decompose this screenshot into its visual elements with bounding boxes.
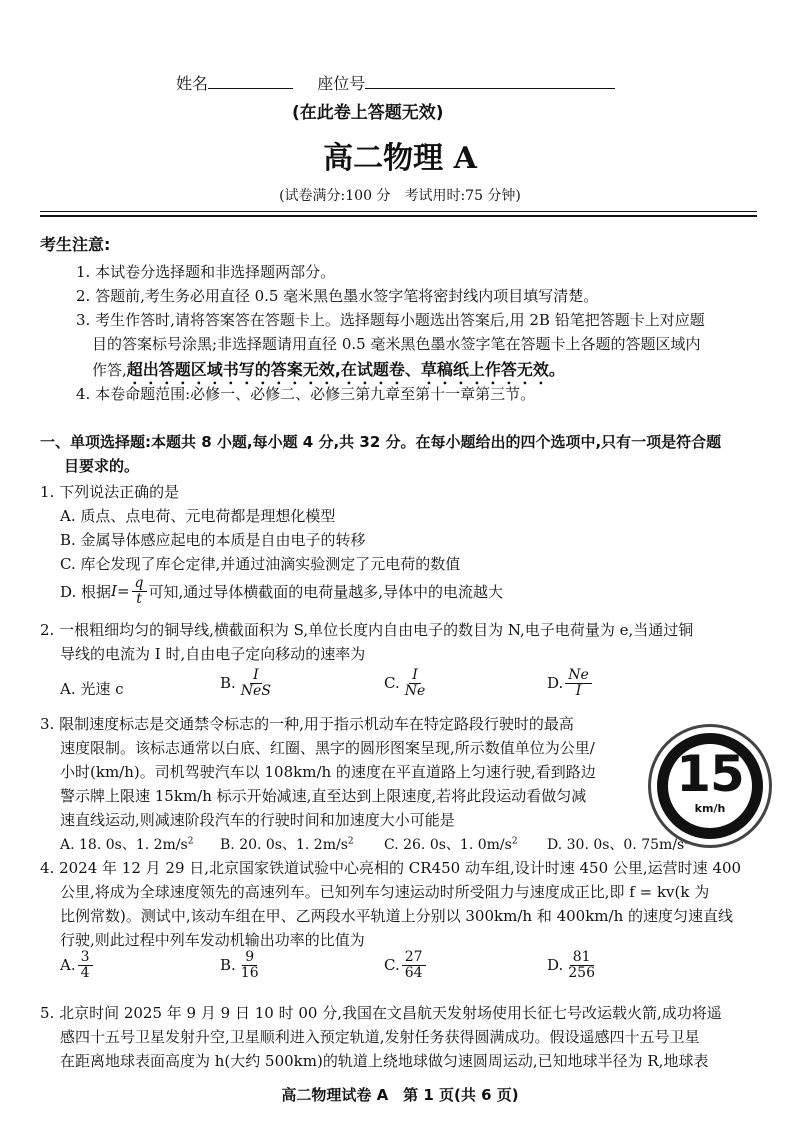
question-4-option-c: C. $\frac{27}{64}$: [384, 950, 428, 980]
question-5-line2: 感四十五号卫星发射升空,卫星顺利进入预定轨道,发射任务获得圆满成功。假设遥感四十五号卫星: [60, 1028, 700, 1046]
question-1-option-b: B. 金属导体感应起电的本质是自由电子的转移: [60, 531, 366, 549]
question-5-line3: 在距离地球表面高度为 h(大约 500km)的轨道上绕地球做匀速圆周运动,已知地球半径为 R,地球表: [60, 1052, 709, 1070]
question-3-option-c: C. 26. 0s、1. $0m/s^2$: [384, 836, 518, 853]
question-1-option-c: C. 库仑发现了库仑定律,并通过油滴实验测定了元电荷的数值: [60, 555, 461, 573]
question-2-option-b: B. $\frac{I}{\text{NeS}}$: [220, 667, 271, 699]
question-5-line1: 5. 北京时间 2025 年 9 月 9 日 10 时 00 分,我国在文昌航天发射场使用长征七号改运载火箭,成功将遥: [40, 1004, 722, 1022]
question-3-line3: 小时(km/h)。司机驾驶汽车以 108km/h 的速度在平直道路上匀速行驶,看到路边: [60, 763, 596, 781]
page-title: 高二物理 A: [323, 141, 477, 176]
question-4-option-b: B. $\frac{9}{16}$: [220, 949, 259, 981]
section-heading-cont: 目要求的。: [64, 457, 140, 475]
question-3-option-d: D. 30. 0s、0. 75m/s: [547, 837, 685, 853]
notice-item-3-line3: 作答,超出答题区域书写的答案无效,在试题卷、草稿纸上作答无效。: [92, 360, 565, 379]
question-2-line1: 2. 一根粗细均匀的铜导线,横截面积为 S,单位长度内自由电子的数目为 N,电子电荷量为 e,当通过铜: [40, 621, 694, 639]
question-3-line1: 3. 限制速度标志是交通禁令标志的一种,用于指示机动车在特定路段行驶时的最高: [40, 715, 574, 733]
invalid-note: (在此卷上答题无效): [292, 103, 444, 123]
speed-limit-value: 15: [676, 745, 744, 803]
page-footer: 高二物理试卷 A 第 1 页(共 6 页): [281, 1086, 519, 1104]
question-2-option-a: A. 光速 c: [60, 680, 124, 698]
name-field: [176, 71, 615, 94]
question-2-option-c: C. $\frac{I}{Ne}$: [384, 667, 426, 699]
question-3-line2: 速度限制。该标志通常以白底、红圈、黑字的圆形图案呈现,所示数值单位为公里/: [60, 739, 595, 757]
name-label: 姓名: [176, 74, 209, 93]
question-4-option-a: A. $\frac{3}{4}$: [60, 950, 95, 980]
formula-fraction: $\frac{q}{t}$: [132, 576, 147, 606]
question-2-line2: 导线的电流为 I 时,自由电子定向移动的速率为: [60, 645, 366, 663]
section-heading: 一、单项选择题:本题共 8 小题,每小题 4 分,共 32 分。在每小题给出的四个选项中,只有一项是符合题: [40, 433, 722, 451]
notice-item-3-line1: 3. 考生作答时,请将答案答在答题卡上。选择题每小题选出答案后,用 2B 铅笔把答题卡上对应题: [76, 311, 705, 329]
question-2-option-d: D. $\frac{Ne}{I}$: [547, 668, 594, 698]
notice-item-3-line2: 目的答案标号涂黑;非选择题请用直径 0.5 毫米黑色墨水签字笔在答题卡上各题的答题区域内: [92, 335, 701, 353]
question-1-option-a: A. 质点、点电荷、元电荷都是理想化模型: [60, 507, 336, 525]
question-3-line5: 速直线运动,则减速阶段汽车的行驶时间和加速度大小可能是: [60, 811, 455, 829]
seat-label: 座位号: [317, 74, 366, 93]
question-3-option-b: B. 20. 0s、1. $2m/s^2$: [220, 836, 354, 853]
question-4-line3: 比例常数)。测试中,该动车组在甲、乙两段水平轨道上分别以 300km/h 和 400km/h 的速度匀速直线: [60, 907, 734, 925]
question-1-option-d: D. 根据 I = $\frac{q}{t}$ 可知,通过导体横截面的电荷量越多,导体中的电流越大: [60, 575, 504, 607]
question-4-line1: 4. 2024 年 12 月 29 日,北京国家铁道试验中心亮相的 CR450 动车组,设计时速 450 公里,运营时速 400: [40, 859, 742, 877]
notice-item-1: 1. 本试卷分选择题和非选择题两部分。: [76, 263, 336, 281]
question-4-line2: 公里,将成为全球速度领先的高速列车。已知列车匀速运动时所受阻力与速度成正比,即 f = kv(k 为: [60, 883, 710, 901]
header-divider-top: [40, 211, 757, 212]
notice-heading: 考生注意:: [40, 235, 111, 254]
question-4-option-d: D. $\frac{81}{256}$: [547, 949, 595, 981]
notice-item-2: 2. 答题前,考生务必用直径 0.5 毫米黑色墨水签字笔将密封线内项目填写清楚。: [76, 287, 599, 305]
question-3-line4: 警示牌上限速 15km/h 标示开始减速,直至达到上限速度,若将此段运动看做匀减: [60, 787, 587, 805]
header-divider-bottom: [40, 215, 757, 217]
seat-blank: [365, 71, 615, 89]
question-3-option-a: A. 18. 0s、1. $2m/s^2$: [60, 836, 194, 853]
name-blank: [208, 71, 293, 89]
question-1-stem: 1. 下列说法正确的是: [40, 483, 180, 501]
exam-info: (试卷满分:100 分 考试用时:75 分钟): [279, 188, 521, 204]
notice-item-4: 4. 本卷命题范围:必修一、必修二、必修三第九章至第十一章第三节。: [76, 385, 536, 403]
question-4-line4: 行驶,则此过程中列车发动机输出功率的比值为: [60, 931, 365, 949]
speed-limit-sign: [648, 724, 772, 848]
speed-limit-unit: km/h: [694, 802, 726, 815]
notice-warning: 超出答题区域书写的答案无效,在试题卷、草稿纸上作答无效。: [126, 360, 565, 379]
